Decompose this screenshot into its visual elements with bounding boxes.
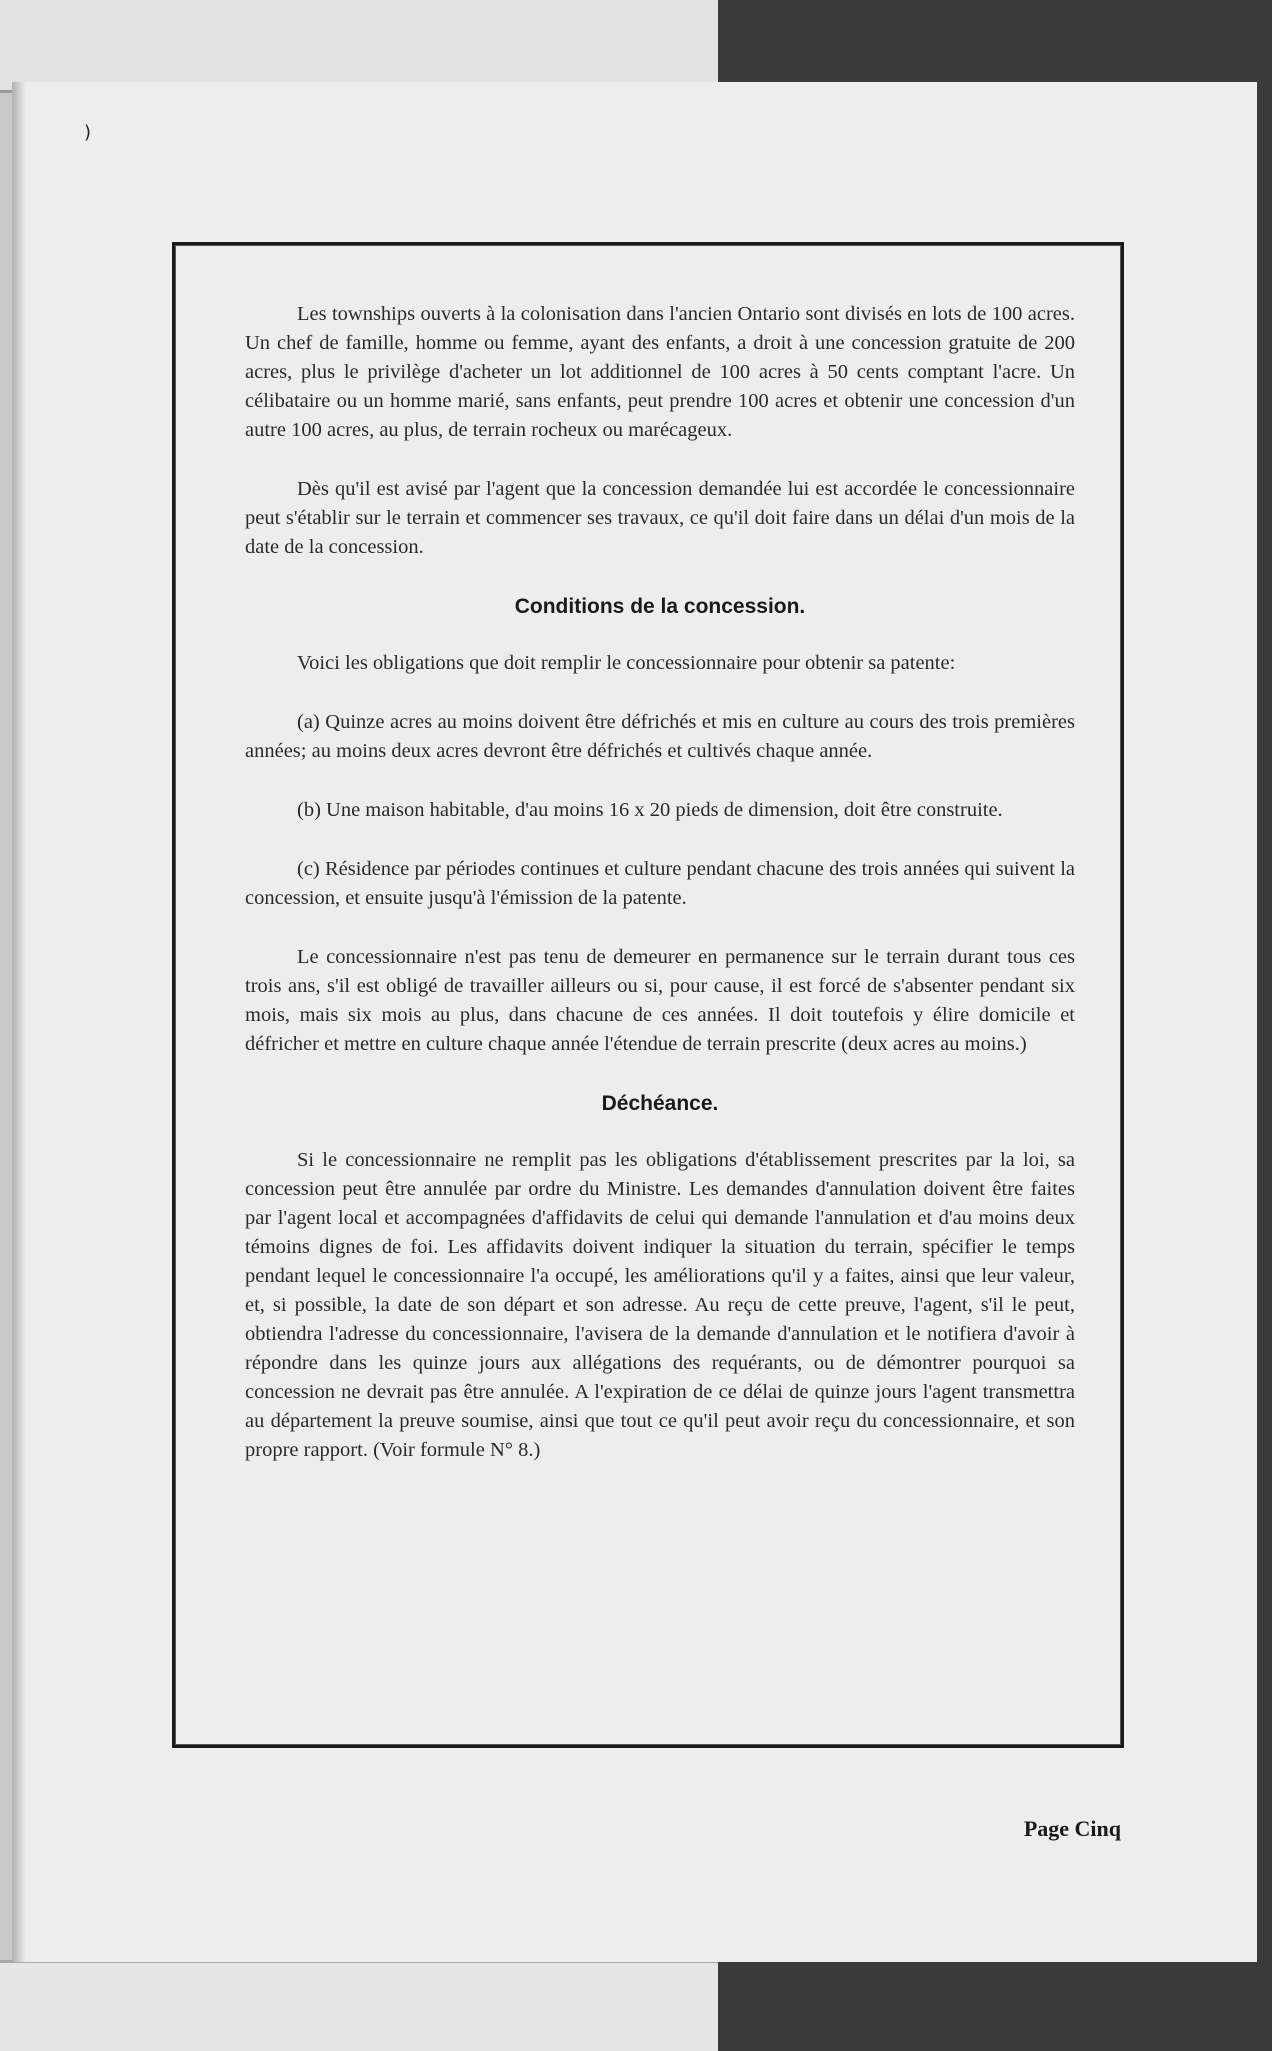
heading-conditions: Conditions de la concession. — [514, 595, 806, 618]
paragraph-townships: Les townships ouverts à la colonisation dans l'ancien Ontario sont divisés en lots de 100 acres. Un chef de famille, homme ou femme, ayant des enfants, a droit à une concession gratuite de 200 acres, plus le privilège d'acheter un lot additionnel de 100 acres à 50 cents comptant l'acre. Un célibataire ou un homme marié, sans enfants, peut prendre 100 acres et obtenir une concession d'un autre 100 acres, au plus, de terrain rocheux ou marécageux. — [245, 303, 1075, 441]
scanned-page — [12, 82, 1257, 1962]
paragraph-avis-agent: Dès qu'il est avisé par l'agent que la concession demandée lui est accordée le concessionnaire peut s'établir sur le terrain et commencer ses travaux, ce qu'il doit faire dans un délai d'un mois de la date de la concession. — [245, 478, 1075, 558]
obligation-item-a: (a) Quinze acres au moins doivent être défrichés et mis en culture au cours des trois premières années; au moins deux acres devront être défrichés et cultivés chaque année. — [245, 711, 1075, 762]
paragraph-obligations: Voici les obligations que doit remplir le concessionnaire pour obtenir sa patente: — [297, 652, 956, 674]
obligation-item-c: (c) Résidence par périodes continues et culture pendant chacune des trois années qui suivent la concession, et ensuite jusqu'à l'émission de la patente. — [245, 858, 1075, 909]
underlying-page-top-edge — [0, 0, 718, 93]
page-body — [245, 300, 1075, 1495]
margin-mark: ) — [84, 122, 92, 143]
page-number: Page Cinq — [1023, 1816, 1121, 1841]
text-border-frame — [172, 242, 1124, 1748]
page-gutter-shadow — [12, 82, 26, 1962]
obligation-item-b: (b) Une maison habitable, d'au moins 16 x 20 pieds de dimension, doit être construite. — [297, 799, 1003, 821]
paragraph-annulation: Si le concessionnaire ne remplit pas les obligations d'établissement prescrites par la loi, sa concession peut être annulée par ordre du Ministre. Les demandes d'annulation doivent être faites par l'agent local et accompagnées d'affidavits de celui qui demande l'annulation et d'au moins deux témoins dignes de foi. Les affidavits doivent indiquer la situation du terrain, spécifier le temps pendant lequel le concessionnaire l'a occupé, les améliorations qu'il y a faites, ainsi que leur valeur, et, si possible, la date de son départ et son adresse. Au reçu de cette preuve, l'agent, s'il le peut, obtiendra l'adresse du concessionnaire, l'avisera de la demande d'annulation et le notifiera d'avoir à répondre dans les quinze jours aux allégations des requérants, ou de démontrer pourquoi sa concession ne devrait pas être annulée. A l'expiration de ce délai de quinze jours l'agent transmettra au département la preuve soumise, ainsi que tout ce qu'il peut avoir reçu du concessionnaire, et son propre rapport. (Voir formule N° 8.) — [245, 1149, 1075, 1461]
heading-decheance: Déchéance. — [601, 1092, 719, 1115]
paragraph-residence: Le concessionnaire n'est pas tenu de demeurer en permanence sur le terrain durant tous ces trois ans, s'il est obligé de travailler ailleurs ou si, pour cause, il est forcé de s'absenter pendant six mois, mais six mois au plus, dans chacune de ces années. Il doit toutefois y élire domicile et défricher et mettre en culture chaque année l'étendue de terrain prescrite (deux acres au moins.) — [245, 946, 1075, 1055]
underlying-page-bottom-edge — [0, 1960, 718, 2051]
